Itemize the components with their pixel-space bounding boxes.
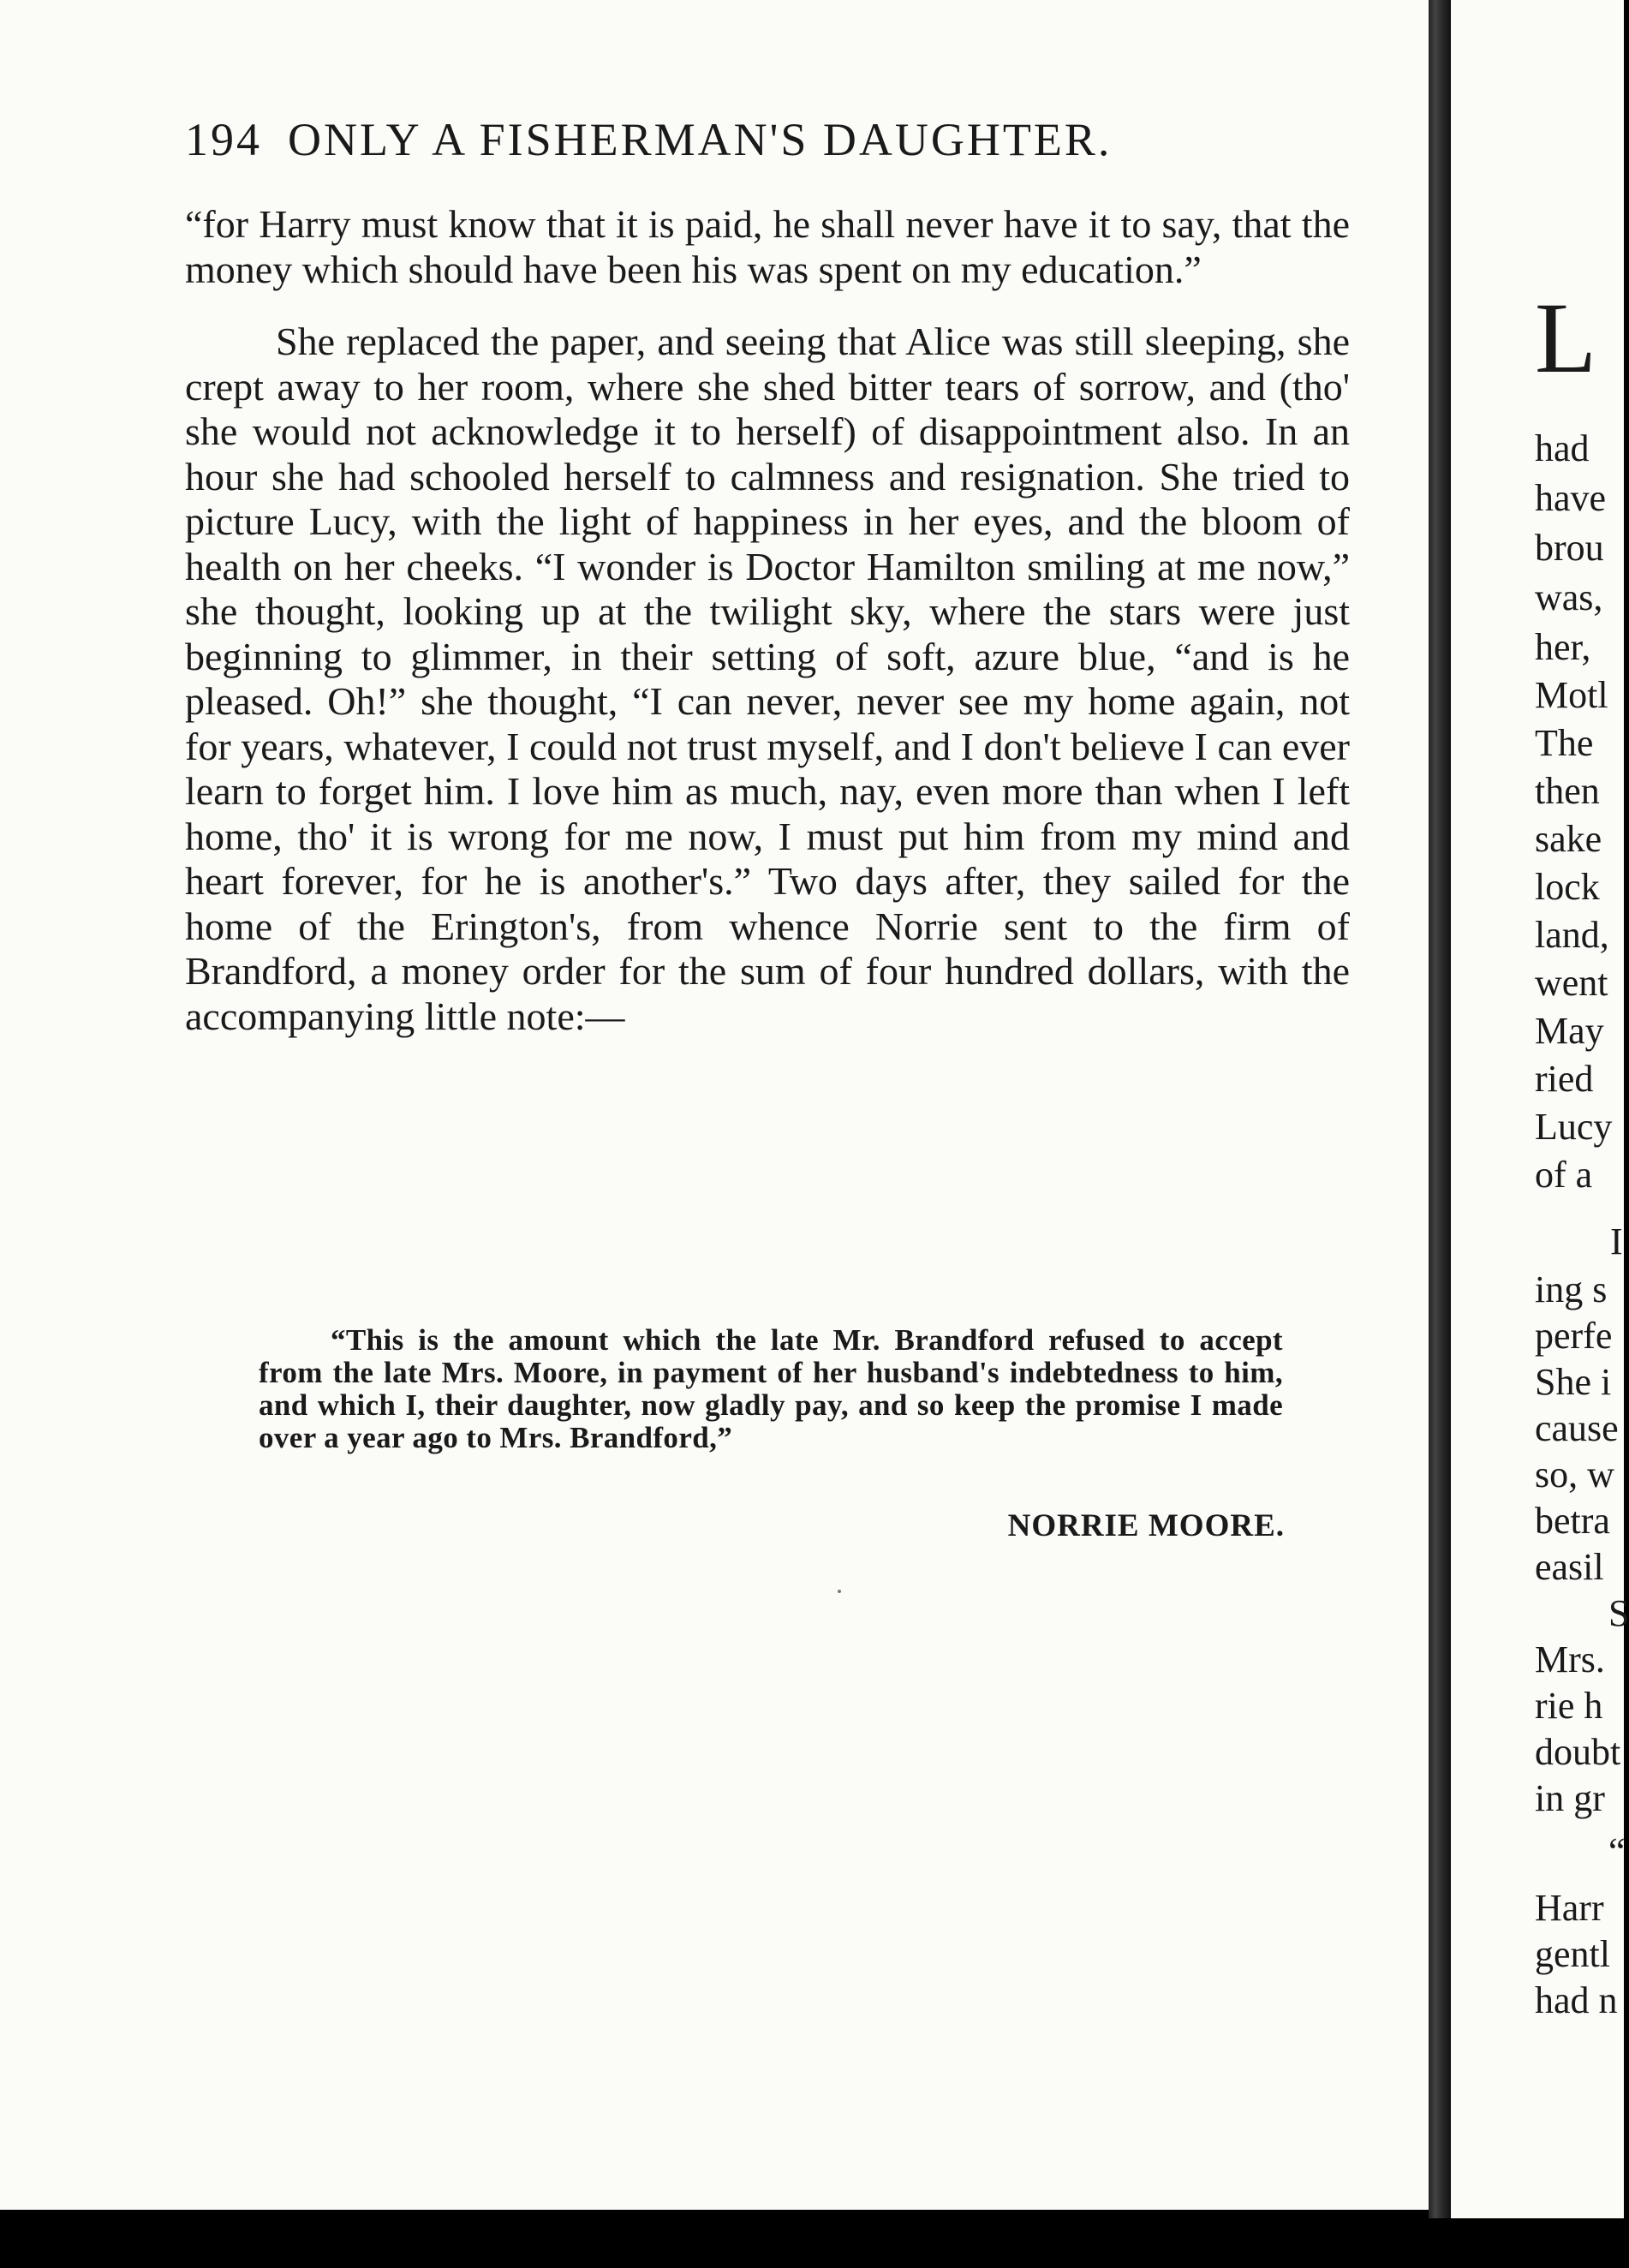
right-page-line: Harr [1535,1887,1604,1929]
right-page [1451,0,1629,2218]
right-page-line: May [1535,1010,1604,1052]
right-page-line: have [1535,477,1607,519]
right-page-line: Mrs. [1535,1638,1605,1680]
page-number: 194 [185,114,262,165]
scan-border [0,2218,1624,2268]
right-page-line: “ [1608,1830,1626,1872]
note-text: “This is the amount which the late Mr. Brandford refused to accept from the late Mrs. Moore, in payment of her husband's indebtedness to him, and which I, their daughter, now gladly pay, and so keep the promise I made over a year ago to Mrs. Brandford,” [259,1323,1283,1454]
right-page-line: gentl [1535,1933,1610,1975]
right-page-line: her, [1535,626,1591,668]
right-page-line: of a [1535,1154,1593,1196]
paragraph: She replaced the paper, and seeing that Alice was still sleeping, she crept away to her room, where she shed bitter tears of sorrow, and (tho' she would not acknowledge it to herself) of disappointment also. In an hour she had schooled herself to calmness and resignation. She tried to picture Lucy, with the light of happiness in her eyes, and the bloom of health on her cheeks. “I wonder is Doctor Hamilton smiling at me now,” she thought, looking up at the twilight sky, where the stars were just beginning to glimmer, in their setting of soft, azure blue, “and is he pleased. Oh!” she thought, “I can never, never see my home again, not for years, whatever, I could not trust myself, and I don't believe I can ever learn to forget him. I love him as much, nay, even more than when I left home, tho' it is wrong for me now, I must put him from my mind and heart forever, for he is another's.” Two days after, they sailed for the home of the Erington's, from whence Norrie sent to the firm of Brandford, a money order for the sum of four hundred dollars, with the accompanying little note:— [185,319,1350,1038]
right-page-line: so, w [1535,1453,1614,1495]
right-page-line: The [1535,722,1594,764]
right-page-line: brou [1535,527,1604,569]
right-page-line: then [1535,770,1600,812]
paragraph-continuation: “for Harry must know that it is paid, he shall never have it to say, that the money which should have been his was spent on my education.” [185,202,1350,291]
right-page-line: betra [1535,1500,1610,1542]
right-page-line: ing s [1535,1268,1608,1310]
right-page-line: sake [1535,818,1602,860]
right-page-line: I [1610,1221,1623,1262]
right-page-line: had n [1535,1979,1618,2021]
right-page-line: land, [1535,914,1609,956]
right-page-line: Motl [1535,674,1608,716]
right-page-line: S [1608,1592,1629,1634]
right-page-line: in gr [1535,1777,1605,1819]
right-page-line: rie h [1535,1685,1603,1727]
running-title: ONLY A FISHERMAN'S DAUGHTER. [288,114,1113,165]
right-page-line: had [1535,427,1590,469]
note-signature: NORRIE MOORE. [1007,1508,1285,1543]
right-page-line: easil [1535,1546,1604,1588]
right-page-line: was, [1535,576,1603,618]
right-page-line: doubt [1535,1731,1621,1773]
running-head [185,113,1247,173]
right-page-line: Lucy [1535,1106,1613,1148]
print-speck [838,1590,841,1593]
body-text [185,202,1350,1039]
right-page-line: She i [1535,1361,1612,1403]
book-gutter [1429,0,1451,2218]
quoted-note [259,1324,1283,1454]
right-page-line: cause [1535,1407,1619,1449]
right-page-line: went [1535,962,1608,1004]
right-page-line: ried [1535,1058,1594,1100]
drop-cap: L [1535,282,1597,394]
right-page-line: lock [1535,866,1600,908]
right-page-line: perfe [1535,1315,1613,1357]
